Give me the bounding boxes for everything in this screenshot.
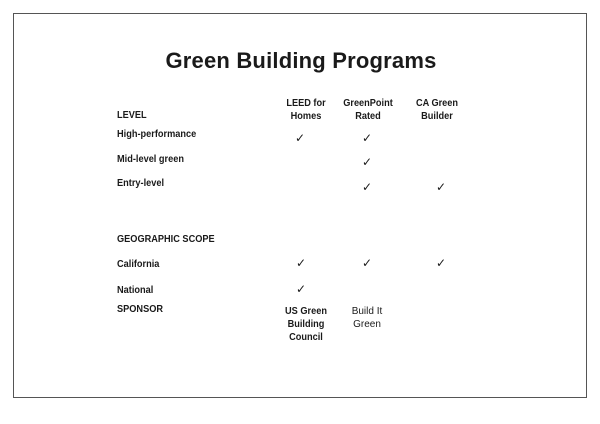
check-mark-icon: ✓	[295, 256, 307, 270]
column-header-greenpoint	[336, 97, 400, 123]
column-header-greenpoint-line-2: Rated	[355, 111, 381, 122]
column-header-ca-green-line-2: Builder	[421, 111, 453, 122]
sponsor-greenpoint-line-1: Build It	[351, 306, 383, 317]
column-header-ca-green-line-1: CA Green	[415, 98, 459, 109]
column-header-ca-green	[405, 97, 469, 123]
row-label-national: National	[117, 285, 154, 296]
check-mark-icon: ✓	[294, 131, 306, 145]
row-label-entry-level: Entry-level	[117, 178, 165, 189]
row-label-high-performance: High-performance	[117, 129, 197, 140]
row-label-mid-level-green: Mid-level green	[117, 154, 184, 165]
row-label-california: California	[117, 259, 160, 270]
slide-frame	[13, 13, 587, 398]
sponsor-leed-line-1: US Green	[285, 306, 327, 317]
section-label-sponsor: SPONSOR	[117, 304, 164, 315]
sponsor-leed	[274, 305, 338, 344]
check-mark-icon: ✓	[295, 282, 307, 296]
section-label-geographic-scope: GEOGRAPHIC SCOPE	[117, 234, 215, 245]
sponsor-leed-line-2: Building	[287, 319, 325, 330]
column-header-leed	[274, 97, 338, 123]
section-label-level: LEVEL	[117, 110, 147, 121]
check-mark-icon: ✓	[435, 256, 447, 270]
sponsor-greenpoint	[332, 305, 402, 331]
sponsor-greenpoint-line-2: Green	[353, 319, 381, 330]
column-header-leed-line-1: LEED for	[286, 98, 326, 109]
slide-title: Green Building Programs	[165, 48, 437, 73]
check-mark-icon: ✓	[361, 180, 373, 194]
column-header-greenpoint-line-1: GreenPoint	[343, 98, 393, 109]
column-header-leed-line-2: Homes	[290, 111, 322, 122]
check-mark-icon: ✓	[361, 256, 373, 270]
sponsor-leed-line-3: Council	[289, 332, 323, 343]
check-mark-icon: ✓	[435, 180, 447, 194]
check-mark-icon: ✓	[361, 131, 373, 145]
check-mark-icon: ✓	[361, 155, 373, 169]
